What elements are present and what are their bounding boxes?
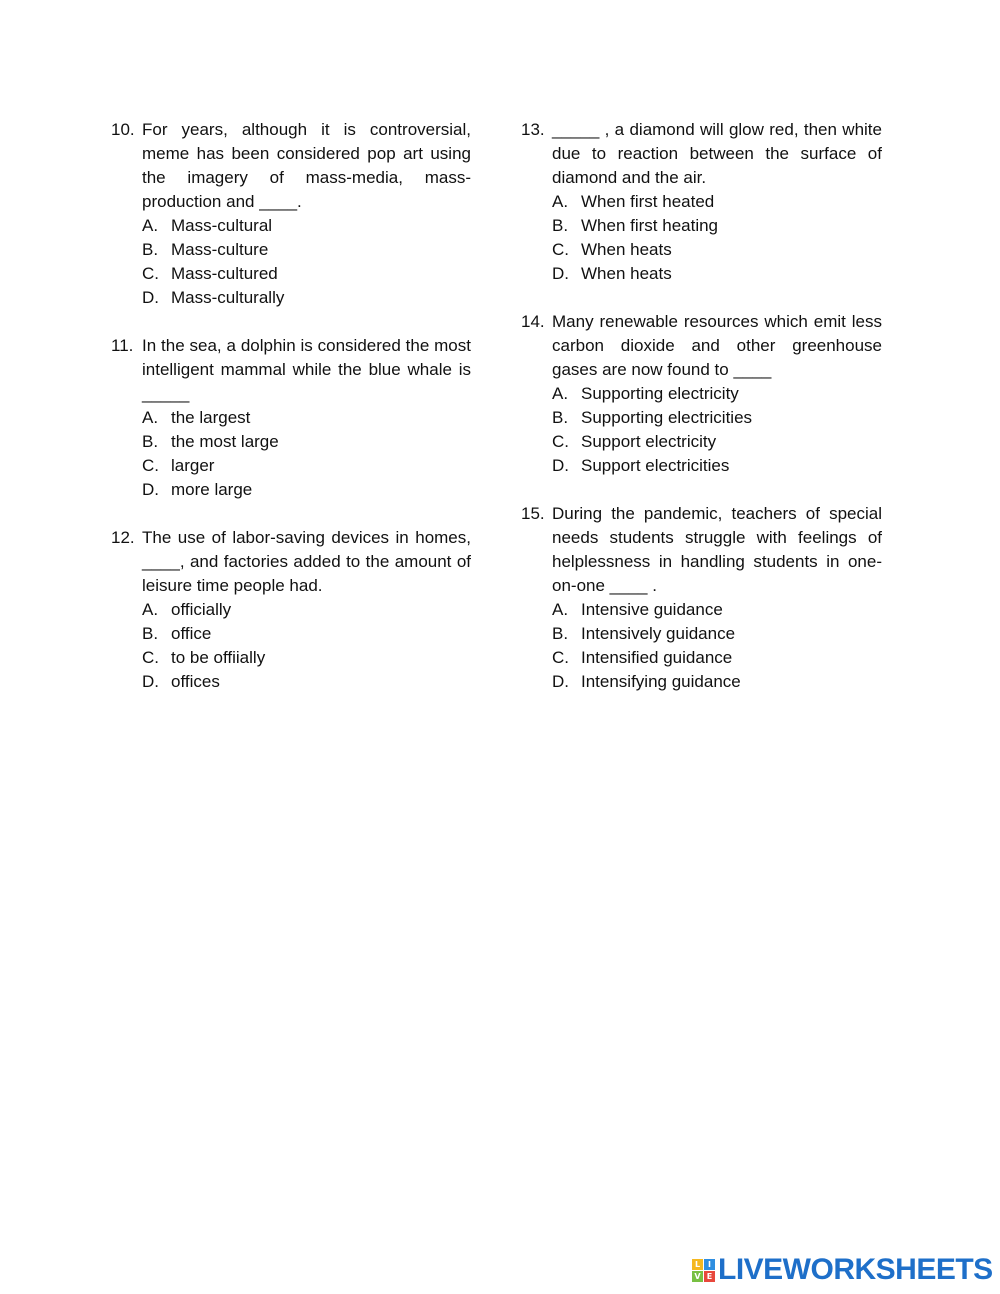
option-letter: D.	[552, 456, 569, 475]
option-letter: A.	[552, 600, 569, 619]
logo-square: E	[704, 1271, 715, 1282]
option-text: the largest	[171, 408, 251, 427]
question-text: Many renewable resources which emit less carbon dioxide and other greenhouse gases are now found to ____	[552, 312, 882, 379]
answer-option-b[interactable]	[521, 214, 882, 238]
question-15	[521, 502, 882, 694]
answer-options	[111, 598, 471, 694]
option-text: Intensive guidance	[581, 600, 723, 619]
option-text: Intensified guidance	[581, 648, 733, 667]
question-text: For years, although it is controversial, meme has been considered pop art using the imagery of mass-media, mass-production and ____.	[142, 120, 471, 211]
answer-options	[521, 382, 882, 478]
option-letter: B.	[142, 432, 159, 451]
question-10	[111, 118, 471, 310]
answer-option-c[interactable]	[521, 238, 882, 262]
option-letter: B.	[552, 216, 569, 235]
answer-option-a[interactable]	[521, 382, 882, 406]
question-14	[521, 310, 882, 478]
left-question-column	[111, 118, 471, 718]
option-text: Supporting electricities	[581, 408, 753, 427]
question-text: In the sea, a dolphin is considered the most intelligent mammal while the blue whale is _____	[142, 336, 471, 403]
answer-option-d[interactable]	[111, 670, 471, 694]
option-text: Supporting electricity	[581, 384, 739, 403]
answer-option-a[interactable]	[111, 598, 471, 622]
option-text: Intensifying guidance	[581, 672, 741, 691]
answer-option-d[interactable]	[521, 454, 882, 478]
answer-option-d[interactable]	[521, 262, 882, 286]
option-letter: D.	[142, 480, 159, 499]
option-text: more large	[171, 480, 253, 499]
option-letter: C.	[142, 648, 159, 667]
option-letter: A.	[142, 600, 159, 619]
question-number: 15.	[521, 504, 545, 523]
answer-option-b[interactable]	[111, 430, 471, 454]
answer-option-c[interactable]	[111, 646, 471, 670]
option-letter: D.	[552, 672, 569, 691]
option-letter: B.	[552, 408, 569, 427]
option-text: When heats	[581, 240, 672, 259]
logo-square: L	[692, 1259, 703, 1270]
option-text: offices	[171, 672, 220, 691]
answer-option-a[interactable]	[111, 214, 471, 238]
question-number: 11.	[111, 336, 134, 355]
right-question-column	[521, 118, 882, 718]
option-text: Mass-cultural	[171, 216, 273, 235]
answer-option-c[interactable]	[111, 454, 471, 478]
answer-option-b[interactable]	[111, 238, 471, 262]
answer-options	[111, 406, 471, 502]
option-text: Intensively guidance	[581, 624, 736, 643]
option-letter: A.	[142, 408, 159, 427]
option-text: Mass-culturally	[171, 288, 285, 307]
option-text: to be offiially	[171, 648, 266, 667]
question-13	[521, 118, 882, 286]
option-letter: B.	[552, 624, 569, 643]
answer-option-c[interactable]	[111, 262, 471, 286]
question-text: The use of labor-saving devices in homes, ____, and factories added to the amount of leisure time people had.	[142, 528, 471, 595]
answer-option-a[interactable]	[111, 406, 471, 430]
option-text: the most large	[171, 432, 279, 451]
question-number: 14.	[521, 312, 545, 331]
option-letter: C.	[142, 264, 159, 283]
logo-square: V	[692, 1271, 703, 1282]
option-letter: B.	[142, 240, 159, 259]
option-letter: D.	[142, 288, 159, 307]
liveworksheets-logo[interactable]	[692, 1253, 993, 1287]
option-text: officially	[171, 600, 232, 619]
answer-option-d[interactable]	[521, 670, 882, 694]
answer-option-b[interactable]	[521, 406, 882, 430]
option-letter: A.	[552, 192, 569, 211]
question-text: During the pandemic, teachers of special needs students struggle with feelings of helplessness in handling students in one-on-one ____ .	[552, 504, 882, 595]
answer-options	[111, 214, 471, 310]
option-letter: C.	[552, 432, 569, 451]
answer-options	[521, 598, 882, 694]
answer-option-b[interactable]	[521, 622, 882, 646]
answer-option-c[interactable]	[521, 430, 882, 454]
answer-option-c[interactable]	[521, 646, 882, 670]
option-text: Support electricities	[581, 456, 730, 475]
answer-option-d[interactable]	[111, 478, 471, 502]
answer-option-a[interactable]	[521, 190, 882, 214]
liveworksheets-logo-icon	[692, 1259, 715, 1282]
option-letter: A.	[552, 384, 569, 403]
answer-option-b[interactable]	[111, 622, 471, 646]
option-letter: D.	[552, 264, 569, 283]
answer-option-d[interactable]	[111, 286, 471, 310]
option-text: When heats	[581, 264, 672, 283]
option-text: Support electricity	[581, 432, 717, 451]
option-text: larger	[171, 456, 215, 475]
option-text: office	[171, 624, 212, 643]
option-letter: D.	[142, 672, 159, 691]
option-text: When first heating	[581, 216, 719, 235]
question-number: 10.	[111, 120, 135, 139]
option-letter: C.	[552, 648, 569, 667]
question-number: 12.	[111, 528, 135, 547]
option-letter: C.	[552, 240, 569, 259]
liveworksheets-wordmark: LIVEWORKSHEETS	[718, 1253, 993, 1286]
question-number: 13.	[521, 120, 545, 139]
question-12	[111, 526, 471, 694]
question-text: _____ , a diamond will glow red, then white due to reaction between the surface of diamond and the air.	[552, 120, 882, 187]
option-letter: C.	[142, 456, 159, 475]
option-text: When first heated	[581, 192, 715, 211]
answer-option-a[interactable]	[521, 598, 882, 622]
option-text: Mass-culture	[171, 240, 269, 259]
option-text: Mass-cultured	[171, 264, 278, 283]
option-letter: B.	[142, 624, 159, 643]
question-11	[111, 334, 471, 502]
option-letter: A.	[142, 216, 159, 235]
answer-options	[521, 190, 882, 286]
logo-square: I	[704, 1259, 715, 1270]
